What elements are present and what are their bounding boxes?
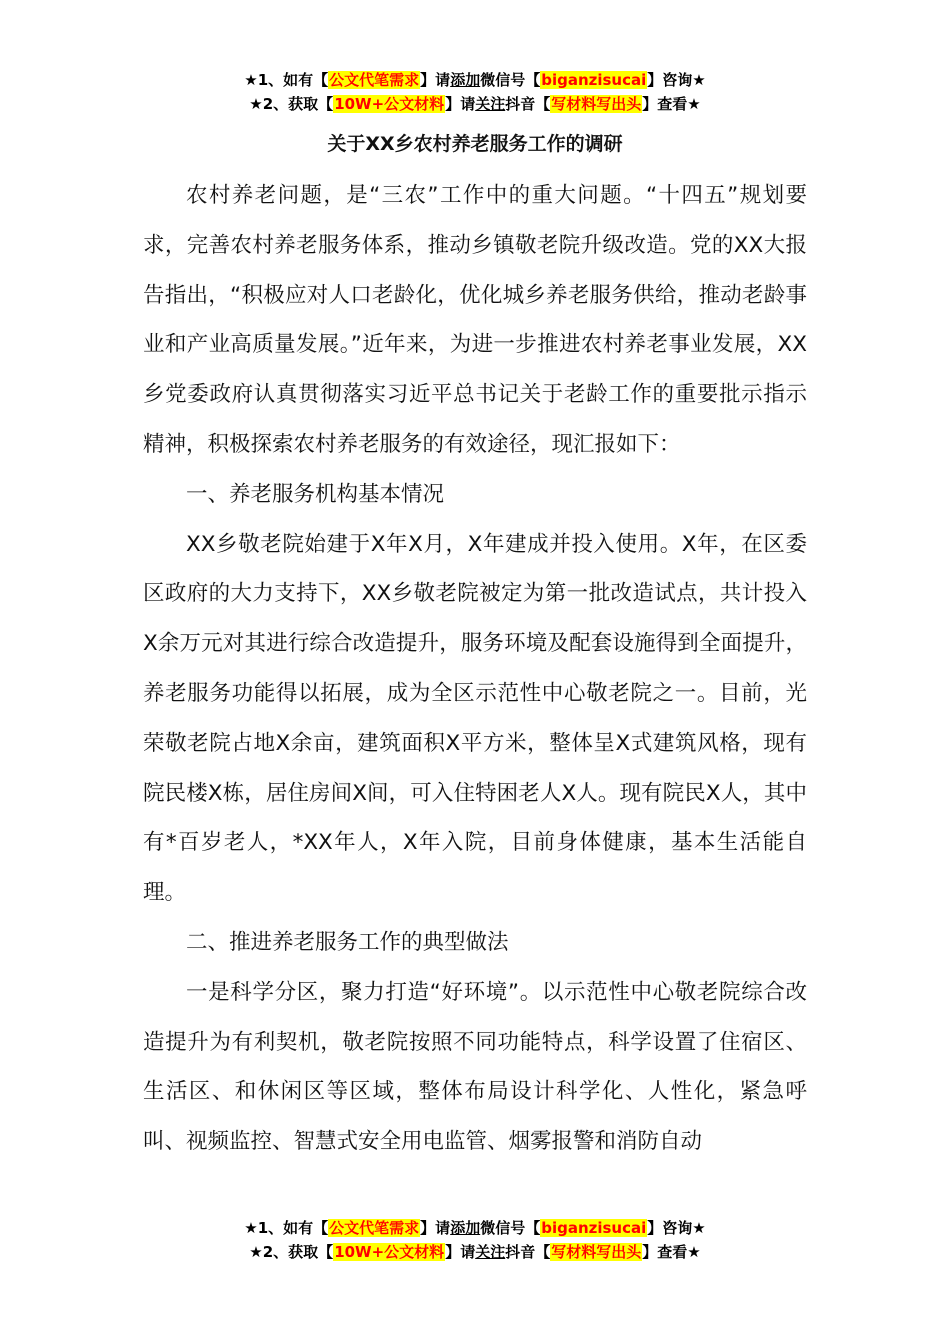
banner-text: 抖音【	[505, 95, 551, 113]
banner-underline: 关注	[475, 1243, 506, 1261]
document-body	[143, 171, 807, 1167]
section-heading-1: 一、养老服务机构基本情况	[186, 481, 445, 507]
banner-text: 】查看★	[642, 1243, 701, 1261]
banner-text: ★1、如有【	[244, 1219, 329, 1237]
banner-highlight: 10W+公文材料	[334, 1243, 445, 1261]
banner-underline: 添加	[450, 71, 481, 89]
paragraph-intro: 农村养老问题，是“三农”工作中的重大问题。“十四五”规划要求，完善农村养老服务体系，推动乡镇敬老院升级改造。党的XX大报告指出，“积极应对人口老龄化，优化城乡养老服务供给，推动老龄事业和产业高质量发展。”近年来，为进一步推进农村养老事业发展，XX乡党委政府认真贯彻落实习近平总书记关于老龄工作的重要批示指示精神，积极探索农村养老服务的有效途径，现汇报如下：	[143, 183, 807, 457]
banner-highlight: biganzisucai	[541, 71, 647, 89]
banner-highlight: 公文代笔需求	[329, 1219, 420, 1237]
banner-line-1	[0, 68, 950, 92]
banner-text: ★1、如有【	[244, 71, 329, 89]
banner-text: 抖音【	[505, 1243, 551, 1261]
banner-underline: 添加	[450, 1219, 481, 1237]
banner-line-2	[0, 92, 950, 116]
banner-text: 微信号【	[480, 71, 541, 89]
banner-text: 】请	[445, 1243, 476, 1261]
header-banner	[0, 68, 950, 116]
banner-highlight: 写材料写出头	[551, 1243, 642, 1261]
banner-text: 】请	[420, 1219, 451, 1237]
banner-text: 】请	[445, 95, 476, 113]
banner-text: 】咨询★	[647, 1219, 706, 1237]
banner-highlight: biganzisucai	[541, 1219, 647, 1237]
section-heading-2: 二、推进养老服务工作的典型做法	[186, 929, 509, 955]
banner-text: ★2、获取【	[249, 95, 334, 113]
banner-line-1	[0, 1216, 950, 1240]
banner-text: ★2、获取【	[249, 1243, 334, 1261]
banner-underline: 关注	[475, 95, 506, 113]
banner-line-2	[0, 1240, 950, 1264]
banner-highlight: 公文代笔需求	[329, 71, 420, 89]
banner-text: 】请	[420, 71, 451, 89]
document-title: 关于XX乡农村养老服务工作的调研	[327, 133, 623, 155]
banner-highlight: 10W+公文材料	[334, 95, 445, 113]
banner-highlight: 写材料写出头	[551, 95, 642, 113]
paragraph-basic-situation: XX乡敬老院始建于X年X月，X年建成并投入使用。X年，在区委区政府的大力支持下，XX乡敬老院被定为第一批改造试点，共计投入X余万元对其进行综合改造提升，服务环境及配套设施得到全面提升，养老服务功能得以拓展，成为全区示范性中心敬老院之一。目前，光荣敬老院占地X余亩，建筑面积X平方米，整体呈X式建筑风格，现有院民楼X栋，居住房间X间，可入住特困老人X人。现有院民X人，其中有*百岁老人，*XX年人，X年入院，目前身体健康，基本生活能自理。	[143, 531, 807, 906]
paragraph-practices: 一是科学分区，聚力打造“好环境”。以示范性中心敬老院综合改造提升为有利契机，敬老院按照不同功能特点，科学设置了住宿区、生活区、和休闲区等区域，整体布局设计科学化、人性化，紧急呼叫、视频监控、智慧式安全用电监管、烟雾报警和消防自动	[143, 979, 807, 1155]
banner-text: 】咨询★	[647, 71, 706, 89]
banner-text: 微信号【	[480, 1219, 541, 1237]
banner-text: 】查看★	[642, 95, 701, 113]
footer-banner	[0, 1216, 950, 1264]
